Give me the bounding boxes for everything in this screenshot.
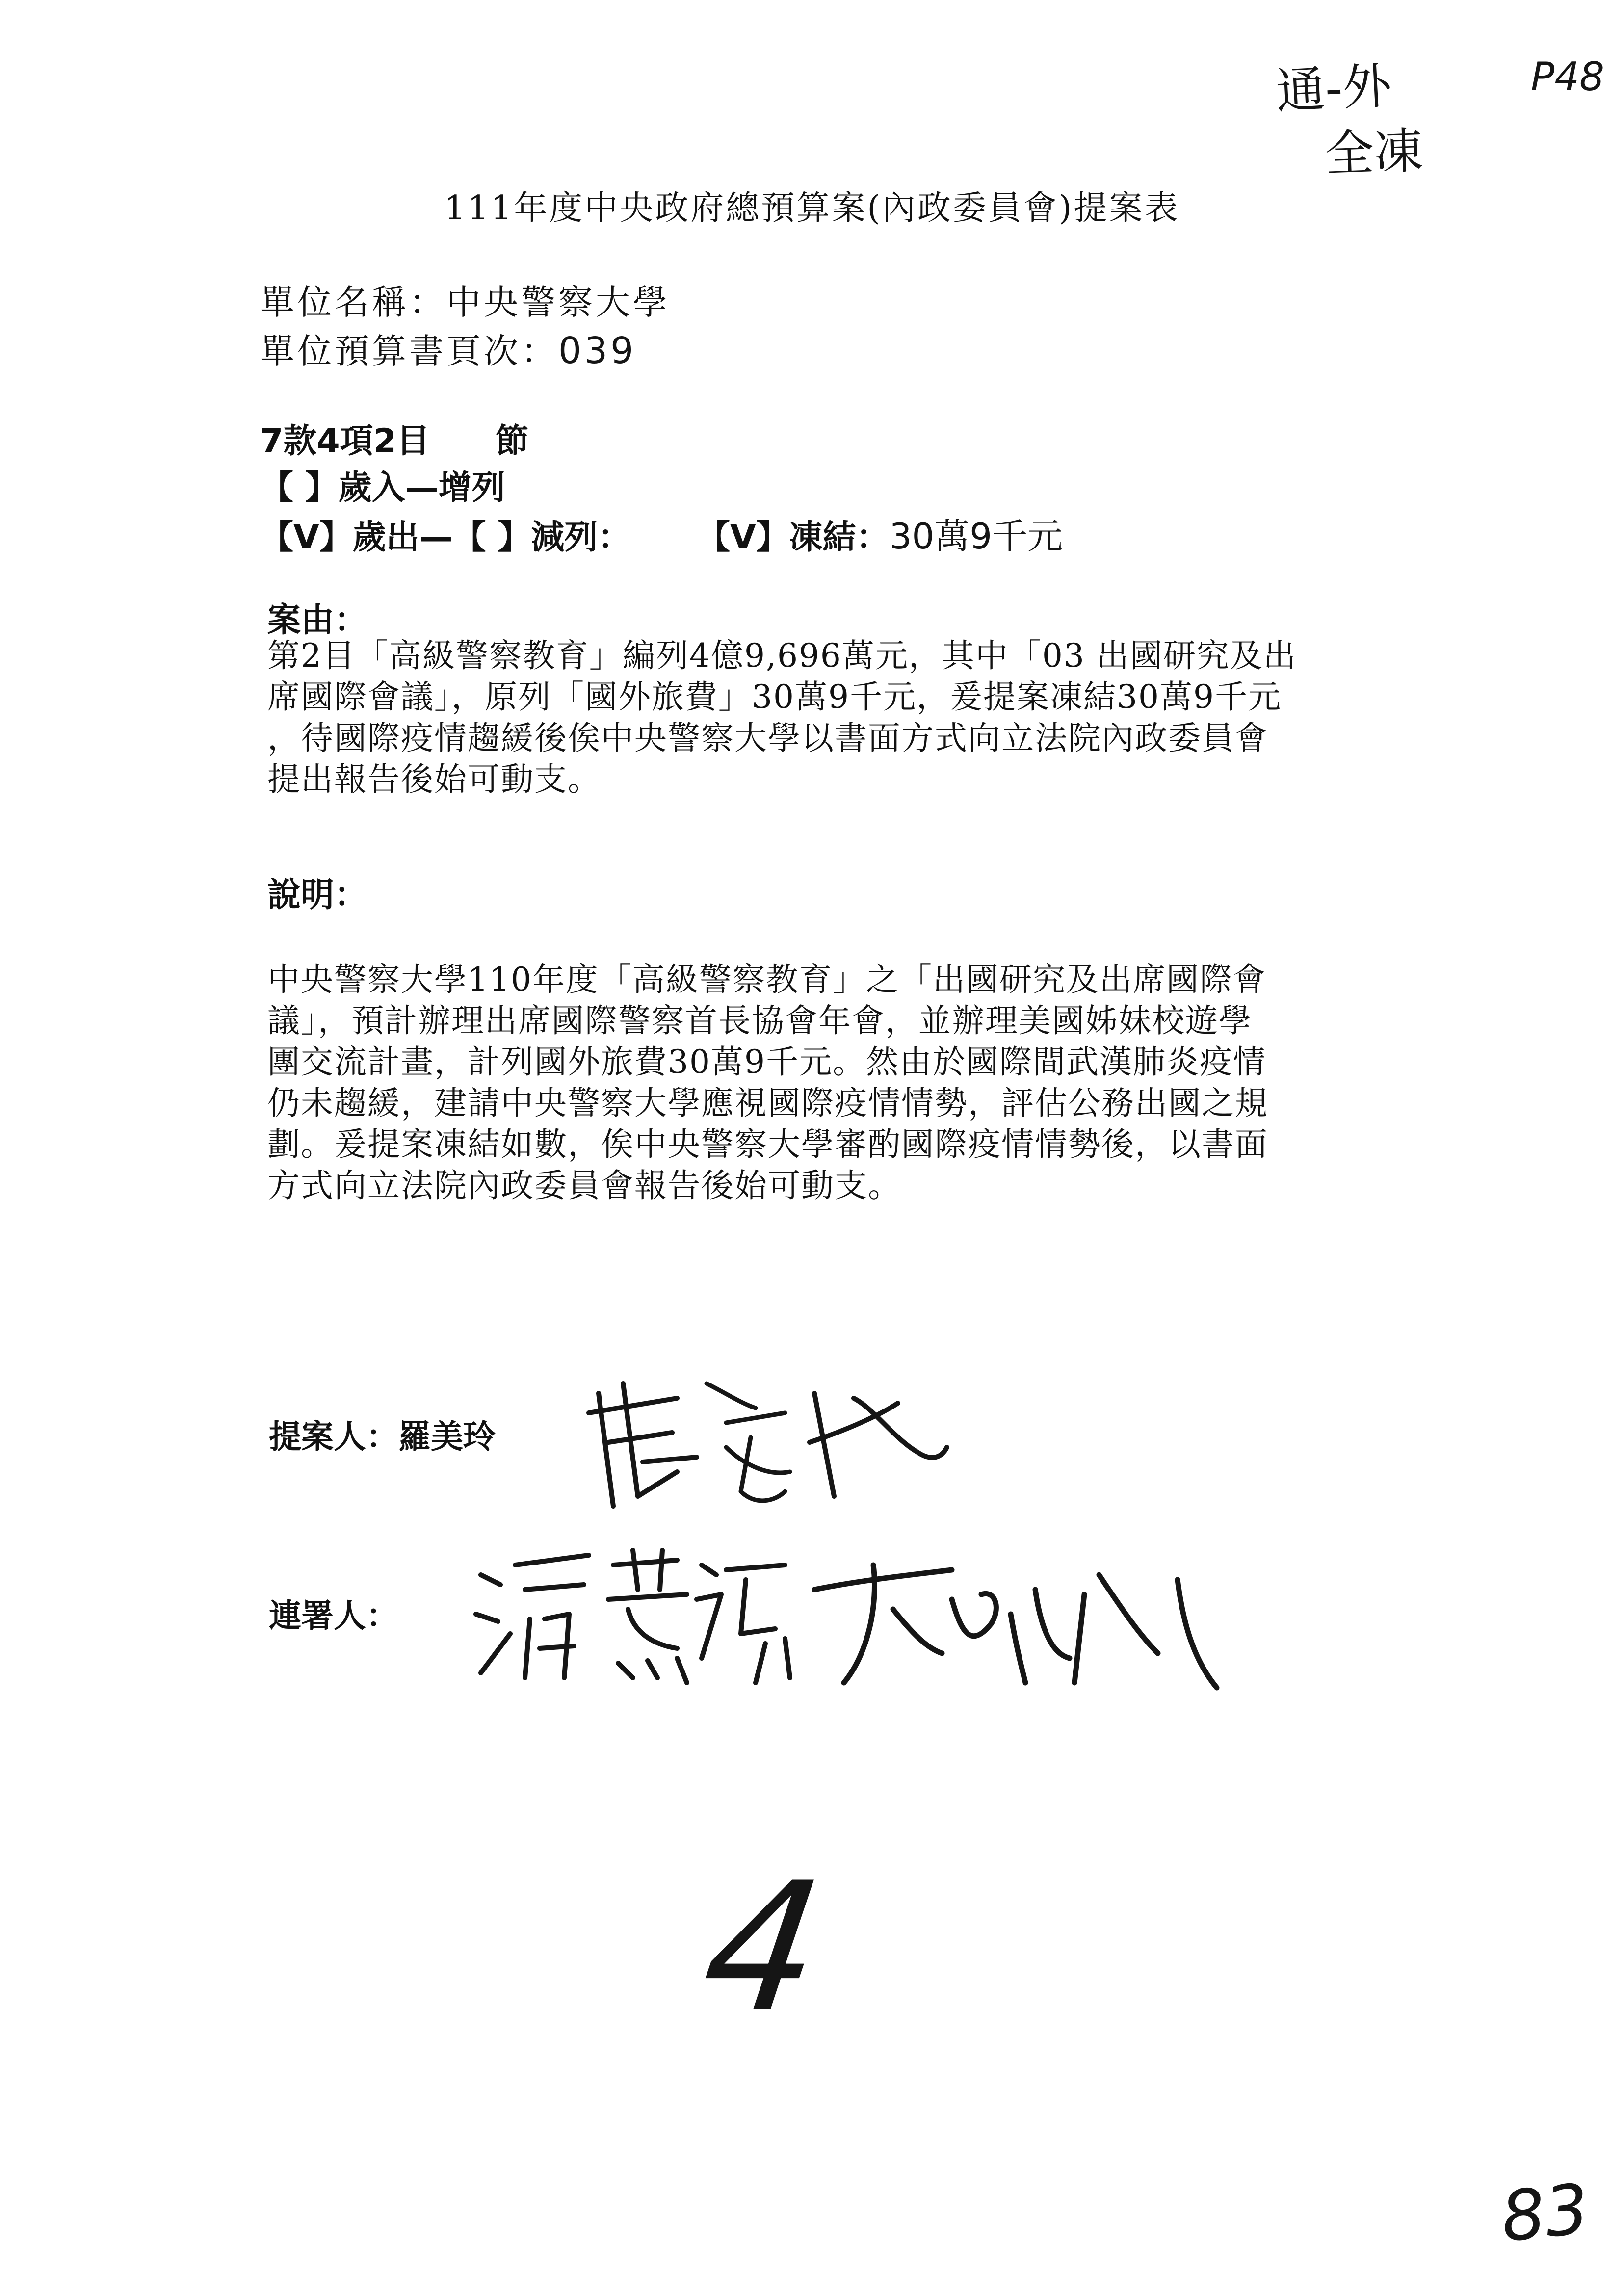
cosigner-signature — [471, 1536, 1251, 1702]
expense-line: 【V】歲出—【 】減列： — [260, 518, 631, 557]
proposer-name: 羅美玲 — [398, 1418, 496, 1456]
explanation-line: 團交流計畫，計列國外旅費30萬9千元。然由於國際間武漢肺炎疫情 — [267, 1043, 1266, 1081]
unit-page-value: 039 — [558, 330, 637, 372]
unit-page-row — [260, 324, 636, 373]
explanation-line: 中央警察大學110年度「高級警察教育」之「出國研究及出席國際會 — [267, 961, 1266, 998]
explanation-heading: 說明： — [267, 876, 368, 914]
document-title: 111年度中央政府總預算案(內政委員會)提案表 — [444, 189, 1180, 228]
unit-name-label: 單位名稱： — [260, 282, 446, 322]
revenue-line: 【 】歲入—增列 — [260, 469, 505, 507]
freeze-amount: 30萬9千元 — [889, 516, 1063, 557]
unit-page-label: 單位預算書頁次： — [260, 331, 558, 371]
explanation-line: 議」，預計辦理出席國際警察首長協會年會，並辦理美國姊妹校遊學 — [267, 1002, 1252, 1040]
freeze-label: 【V】凍結： — [697, 518, 890, 557]
unit-name-row — [260, 275, 670, 324]
reason-line: 提出報告後始可動支。 — [267, 760, 601, 798]
reason-line: 席國際會議」，原列「國外旅費」30萬9千元，爰提案凍結30萬9千元 — [267, 678, 1282, 716]
explanation-line: 仍未趨緩，建請中央警察大學應視國際疫情情勢，評估公務出國之規 — [267, 1084, 1268, 1122]
proposer-row — [269, 1410, 496, 1457]
explanation-line: 方式向立法院內政委員會報告後始可動支。 — [267, 1167, 901, 1204]
handwritten-note-top: 通-外 — [1274, 56, 1393, 121]
budget-item-line: 7款4項2目 — [260, 422, 430, 461]
reason-heading: 案由： — [267, 601, 368, 640]
handwritten-note-second: 全凍 — [1324, 122, 1424, 183]
proposer-label: 提案人： — [269, 1418, 398, 1456]
proposer-signature — [579, 1364, 952, 1521]
handwritten-big-number: 4 — [692, 1845, 834, 2050]
unit-name-value: 中央警察大學 — [446, 282, 670, 322]
corner-mark: 83 — [1497, 2169, 1593, 2258]
reason-line: ，待國際疫情趨緩後俟中央警察大學以書面方式向立法院內政委員會 — [267, 719, 1268, 757]
budget-item-row — [260, 415, 529, 462]
cosigner-label: 連署人： — [269, 1597, 398, 1635]
explanation-line: 劃。爰提案凍結如數，俟中央警察大學審酌國際疫情情勢後，以書面 — [267, 1125, 1268, 1163]
reason-body — [267, 635, 1415, 800]
reason-line: 第2目「高級警察教育」編列4億9,696萬元，其中「03 出國研究及出 — [267, 637, 1297, 675]
page-reference-note: P48 — [1531, 54, 1605, 100]
expense-row — [260, 508, 1063, 559]
explanation-body — [267, 959, 1415, 1206]
budget-section-label: 節 — [495, 422, 529, 461]
